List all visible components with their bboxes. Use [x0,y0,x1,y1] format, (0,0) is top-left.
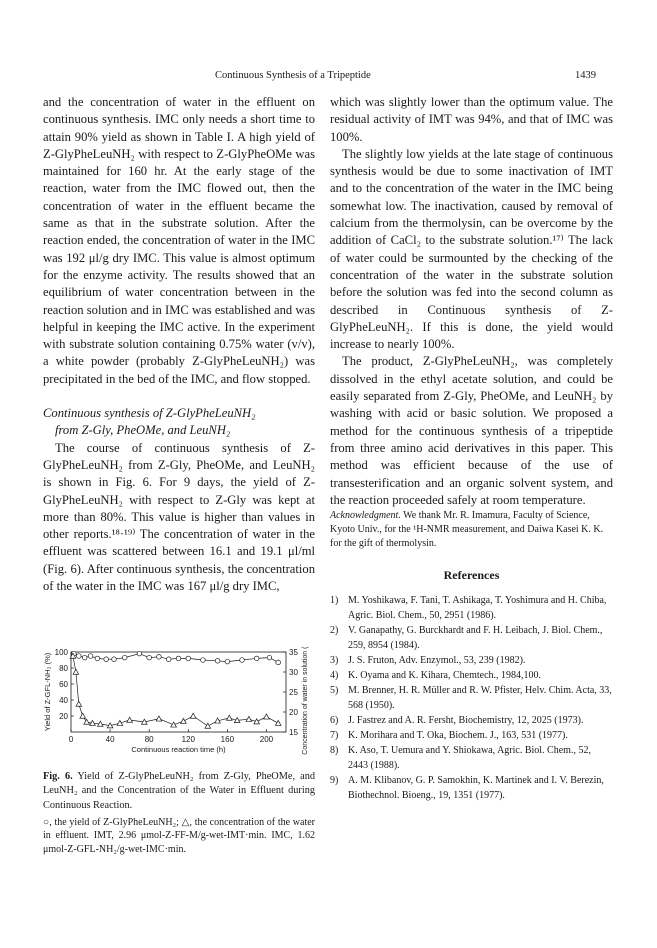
reference-text: V. Ganapathy, G. Burckhardt and F. H. Leibach, J. Biol. Chem., 259, 8954 (1984). [348,625,603,652]
reference-item [330,593,613,623]
reference-number: 1) [330,595,339,607]
yield-point [82,655,87,660]
caption-label: Fig. 6. [43,771,73,782]
reference-text: J. Fastrez and A. R. Fersht, Biochemistry, 12, 2025 (1973). [348,715,584,727]
reference-item [330,683,613,713]
reference-text: M. Yoshikawa, F. Tani, T. Ashikaga, T. Yoshimura and H. Chiba, Agric. Biol. Chem., 50, 2951 (1986). [348,595,607,622]
right-paragraph-3: The product, Z-GlyPheLeuNH₂, was completely dissolved in the ethyl acetate solution, and could be easily separated from Z-Gly, PheOMe, and LeuNH₂ by washing with acid or basic solution. We proposed a method for the continuous synthesis of a tripeptide from three amino acid derivatives in this paper. This method was efficient because of the use of transesterification and an organic solvent system, and the reaction proceeded safely at room temperature. [330,354,613,507]
y-axis-label: Yield of Z-GFL-NH₂ (%) [43,652,52,732]
water-point [246,716,252,721]
yield-point [240,658,245,663]
yield-point [147,655,152,660]
reference-text: K. Morihara and T. Oka, Biochem. J., 163, 531 (1977). [348,730,568,742]
reference-number: 8) [330,745,339,757]
reference-item [330,713,613,728]
caption-main [43,770,315,813]
left-column [43,94,315,595]
left-paragraph-2: The course of continuous synthesis of Z-GlyPheLeuNH₂ from Z-Gly, PheOMe, and LeuNH₂ is shown in Fig. 6. For 9 days, the yield of Z-GlyPheLeuNH₂ with respect to Z-Gly was kept at more than 80%. This value is higher than values in other reports.¹⁸·¹⁹⁾ The concentration of water in the effluent was scattered between 16.1 and 19.1 μl/ml (Fig. 6). After continuous synthesis, the concentration of the water in the IMC was 167 μl/g dry IMC, [43,440,315,594]
x-tick-label: 160 [220,735,235,744]
section-title [43,405,315,440]
caption-note: ○, the yield of Z-GlyPheLeuNH₂; △, the concentration of the water in effluent. IMT, 2.96 μmol-Z-FF-M/g-wet-IMT·min. IMC, 1.62 μmol-Z-GFL-NH₂/g-wet-IMC·min. [43,816,315,855]
figure-6-caption [43,770,315,856]
running-title: Continuous Synthesis of a Tripeptide [215,70,371,81]
y-tick-label: 80 [59,664,68,673]
y2-tick-label: 20 [289,708,298,717]
figure-6-chart [43,646,315,764]
water-point [275,720,281,725]
yield-point [186,656,191,661]
x-tick-label: 80 [144,735,154,744]
water-point [190,713,196,718]
yield-point [95,656,100,661]
reference-item [330,743,613,773]
yield-point [77,654,82,659]
acknowledgment-label: Acknowledgment. [330,510,401,522]
reference-text: M. Brenner, H. R. Müller and R. W. Pfister, Helv. Chim. Acta, 33, 568 (1950). [348,685,612,712]
water-point [205,723,211,728]
water-point [264,714,270,719]
running-header [0,70,657,84]
acknowledgment-text: We thank Mr. R. Imamura, Faculty of Science, Kyoto Univ., for the ¹H-NMR measurement, and Daiwa Kasei K. K. for the gift of thermolysin. [330,510,604,550]
x-tick-label: 40 [105,735,115,744]
right-paragraph-1: which was slightly lower than the optimum value. The residual activity of IMT was 94%, and that of IMC was 100%. [330,95,613,144]
yield-point [201,658,206,663]
page-number: 1439 [575,70,596,81]
water-line [73,656,278,726]
reference-number: 3) [330,655,339,667]
water-point [84,719,90,724]
yield-point [137,651,142,656]
yield-point [104,657,109,662]
reference-number: 6) [330,715,339,727]
yield-point [88,654,93,659]
y2-tick-label: 35 [289,648,298,657]
yield-point [166,657,171,662]
y-tick-label: 100 [54,648,68,657]
y-tick-label: 40 [59,696,68,705]
reference-item [330,623,613,653]
yield-point [112,657,117,662]
yield-point [215,659,220,664]
section-title-line-1: Continuous synthesis of Z-GlyPheLeuNH₂ [43,406,256,421]
reference-item [330,728,613,743]
right-paragraph-2: The slightly low yields at the late stage of continuous synthesis would be due to some inactivation of IMT and to the concentration of the water in the IMC being somewhat low. The inactivation, caused by removal of calcium from the thermolysin, can be overcome by the addition of CaCl₂ to the substrate solution.¹⁷⁾ The lack of water could be surmounted by the checking of the concentration of the water in the substrate solution before the solution was fed into the second column as described in Continuous synthesis of Z-GlyPheLeuNH₂. If this is done, the yield would increase to nearly 100%. [330,146,613,352]
right-column [330,94,613,803]
y2-tick-label: 30 [289,668,298,677]
yield-point [267,655,272,660]
references-list [330,593,613,803]
reference-text: A. M. Klibanov, G. P. Samokhin, K. Martinek and I. V. Berezin, Biothechnol. Bioeng., 19, 1351 (1977). [348,775,604,802]
water-point [80,713,86,718]
y2-axis-label: Concentration of water in solution (μl/ml) [302,646,309,755]
y2-tick-label: 25 [289,688,298,697]
yield-point [157,655,162,660]
water-point [156,716,162,721]
reference-text: K. Oyama and K. Kihara, Chemtech., 1984,100. [348,670,542,682]
yield-point [176,656,181,661]
water-point [73,669,79,674]
references-heading: References [443,568,500,583]
water-point [227,715,233,720]
yield-point [276,660,281,665]
reference-number: 5) [330,685,339,697]
water-point [127,717,133,722]
yield-point [254,656,259,661]
reference-number: 7) [330,730,339,742]
reference-number: 2) [330,625,339,637]
reference-number: 9) [330,775,339,787]
water-point [76,701,82,706]
reference-text: J. S. Fruton, Adv. Enzymol., 53, 239 (1982). [348,655,526,667]
acknowledgment [330,509,613,551]
reference-item [330,773,613,803]
water-point [181,718,187,723]
left-paragraph-1: and the concentration of water in the effluent on continuous synthesis. IMC only needs a short time to attain 90% yield as shown in Table I. A high yield of Z-GlyPheLeuNH₂ with respect to Z-GlyPheOMe was maintained for 160 hr. At the early stage of the reaction, water from the IMC flowed out, then the concentration of water in the effluent became the same as that in the substrate solution. After the reaction ended, the concentration of water in the IMC was 192 μl/g dry IMC. This value is almost optimum for the enzyme activity. The results showed that an equilibrium of water concentration between in the reaction solution and in IMC was established and was helpful in keeping the IMC active. In the experiment with substrate solution containing 0.75% water (v/v), a white powder (probably Z-GlyPheLeuNH₂) was precipitated in the bed of the IMC, and flow stopped. [43,95,315,386]
reference-item [330,668,613,683]
x-axis-label: Continuous reaction time (h) [131,745,226,754]
x-tick-label: 120 [181,735,195,744]
y-tick-label: 60 [59,680,68,689]
reference-item [330,653,613,668]
x-tick-label: 200 [259,735,274,744]
x-tick-label: 0 [68,735,74,744]
reference-number: 4) [330,670,339,682]
yield-point [122,655,127,660]
reference-text: K. Aso, T. Uemura and Y. Shiokawa, Agric. Biol. Chem., 52, 2443 (1988). [348,745,591,772]
caption-text: Yield of Z-GlyPheLeuNH₂ from Z-Gly, PheOMe, and LeuNH₂ and the Concentration of the Water in Effluent during Continuous Reaction. [43,771,315,811]
chart-svg [43,646,315,764]
water-point [171,722,177,727]
yield-point [225,659,230,664]
section-title-line-2: from Z-Gly, PheOMe, and LeuNH₂ [55,423,231,438]
y-tick-label: 20 [59,712,68,721]
plot-frame [71,652,286,732]
y2-tick-label: 15 [289,728,298,737]
